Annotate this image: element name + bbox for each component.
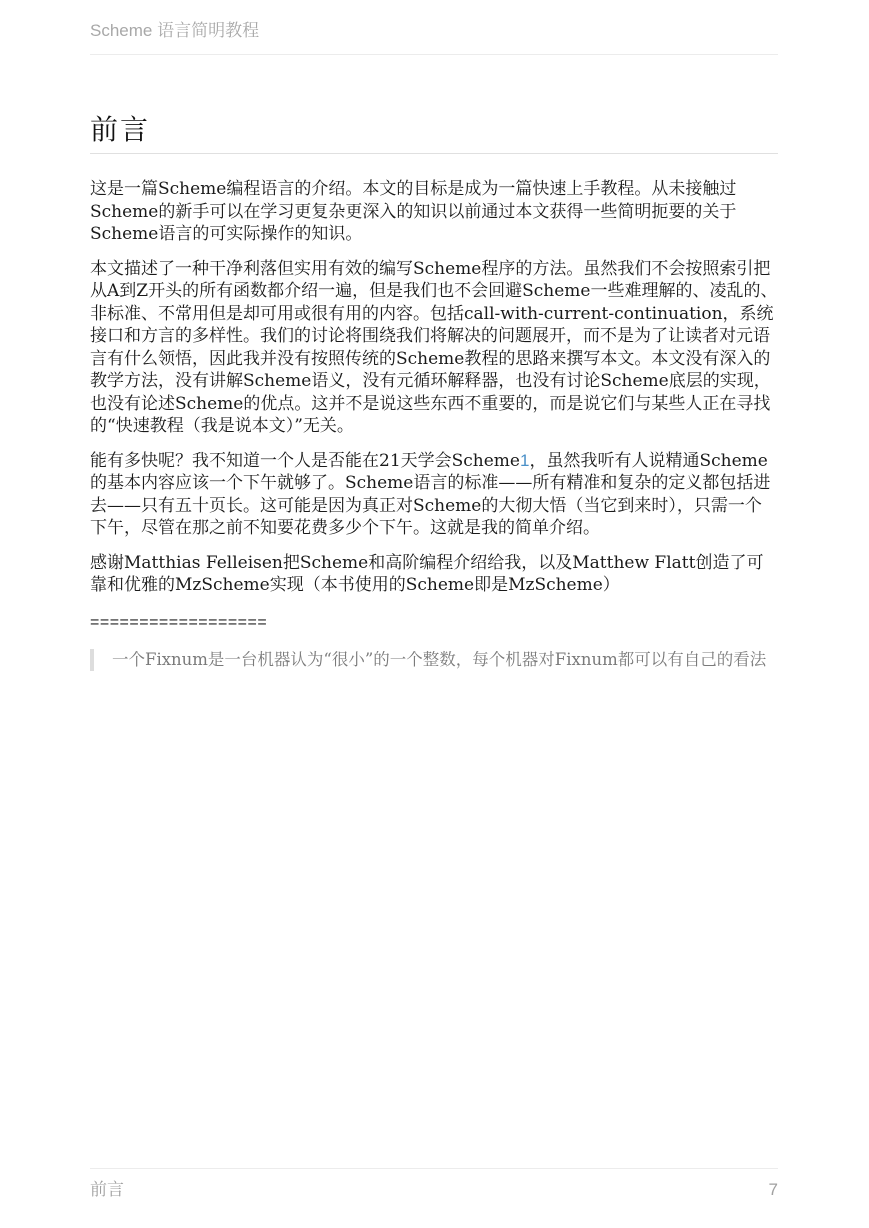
footer-chapter-title: 前言: [90, 1180, 124, 1200]
running-footer: [90, 1168, 778, 1201]
footnote-reference-link[interactable]: 1: [520, 450, 530, 470]
page-number: 7: [768, 1180, 778, 1199]
separator-line: ==================: [90, 613, 268, 631]
paragraph-speed: [90, 450, 778, 540]
paragraph-speed-text-start: 能有多快呢？我不知道一个人是否能在21天学会Scheme: [90, 450, 520, 471]
footnote-text: 一个Fixnum是一台机器认为“很小”的一个整数，每个机器对Fixnum都可以有自己的看法: [112, 649, 767, 669]
running-header: Scheme 语言简明教程: [90, 20, 778, 55]
paragraph-intro: 这是一篇Scheme编程语言的介绍。本文的目标是成为一篇快速上手教程。从未接触过Scheme的新手可以在学习更复杂更深入的知识以前通过本文获得一些简明扼要的关于Scheme语言的可实际操作的知识。: [90, 179, 737, 244]
paragraph-speed-text-end: ，虽然我听有人说精通Scheme的基本内容应该一个下午就够了。Scheme语言的标准——所有精准和复杂的定义都包括进去——只有五十页长。这可能是因为真正对Scheme的大彻大悟（当它到来时），只需一个下午，尽管在那之前不知要花费多少个下午。这就是我的简单介绍。: [90, 450, 771, 538]
page-content: [90, 113, 778, 671]
paragraph-acknowledgements: 感谢Matthias Felleisen把Scheme和高阶编程介绍给我，以及Matthew Flatt创造了可靠和优雅的MzScheme实现（本书使用的Scheme即是MzScheme）: [90, 552, 764, 595]
chapter-title: 前言: [90, 113, 778, 154]
paragraph-approach: 本文描述了一种干净利落但实用有效的编写Scheme程序的方法。虽然我们不会按照索引把从A到Z开头的所有函数都介绍一遍，但是我们也不会回避Scheme一些难理解的、凌乱的、非标准、不常用但是却可用或很有用的内容。包括call-with-current-continuation，系统接口和方言的多样性。我们的讨论将围绕我们将解决的问题展开，而不是为了让读者对元语言有什么领悟，因此我并没有按照传统的Scheme教程的思路来撰写本文。本文没有深入的教学方法，没有讲解Scheme语义，没有元循环解释器，也没有讨论Scheme底层的实现，也没有论述Scheme的优点。这并不是说这些东西不重要的，而是说它们与某些人正在寻找的“快速教程（我是说本文）”无关。: [90, 258, 778, 436]
footnote-block: [90, 649, 778, 671]
